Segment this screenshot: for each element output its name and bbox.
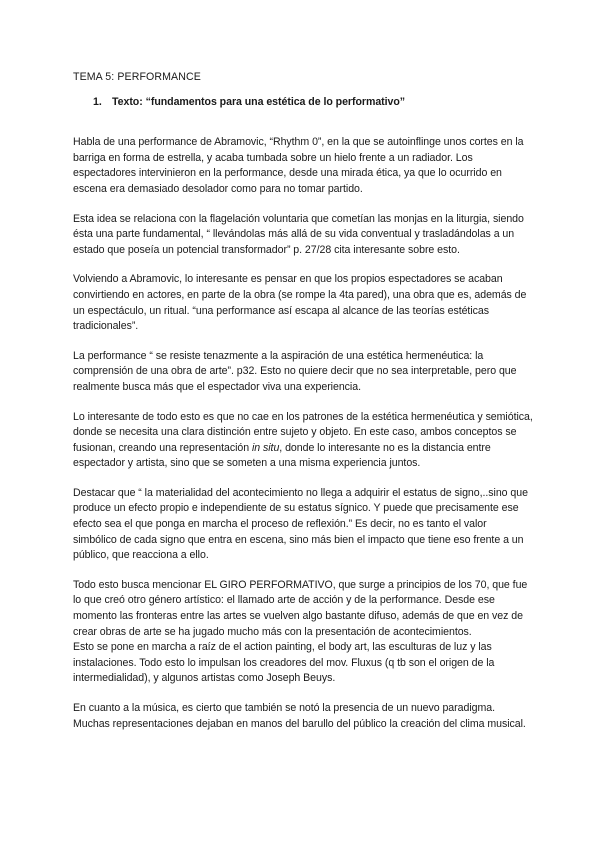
- paragraph-text: Habla de una performance de Abramovic, “Rhythm 0”, en la que se autoinflinge unos cortes en la barriga en forma de estrella, y acaba tumbada sobre un hielo frente a un radiador. Los espectadores intervinieron en la performance, desde una mirada ética, ya que lo ocurrido en escena era demasiado desolador como para no tomar partido.: [73, 136, 524, 195]
- document-title: TEMA 5: PERFORMANCE: [73, 71, 201, 83]
- paragraph-text: En cuanto a la música, es cierto que también se notó la presencia de un nuevo paradigma. Muchas representaciones dejaban en manos del barullo del público la creación del clima musical.: [73, 702, 526, 730]
- paragraph-text: Volviendo a Abramovic, lo interesante es pensar en que los propios espectadores se acaban convirtiendo en actores, en parte de la obra (se rompe la 4ta pared), una obra que es, además de un espectáculo, un ritual. “una performance así escapa al alcance de las teorías estéticas tradicionales”.: [73, 273, 527, 333]
- paragraph-list: [73, 135, 533, 732]
- paragraph-text: Lo interesante de todo esto es que no cae en los patrones de la estética hermenéutica y semiótica, donde se necesita una clara distinción entre sujeto y objeto. En este caso, ambos conceptos se fusionan, creando una representación: [73, 410, 533, 454]
- paragraph-text: Esta idea se relaciona con la flagelación voluntaria que cometían las monjas en la liturgia, siendo ésta una parte fundamental, “ llevándolas más allá de su vida conventual y trasladándolas a un estado que poseía un potencial transformador” p. 27/28 cita interesante sobre esto.: [73, 212, 524, 256]
- paragraph-text: Todo esto busca mencionar EL GIRO PERFORMATIVO, que surge a principios de los 70, que fue lo que creó otro género artístico: el llamado arte de acción y de la performance. Desde ese momento las fronteras entre las artes se vuelven algo bastante difuso, además de que en vez de crear obras de arte se ha jugado mucho más con la presentación de acontecimientos.: [73, 578, 528, 638]
- paragraph-text: , donde lo interesante no es la distancia entre espectador y artista, sino que se someten a una misma experiencia juntos.: [73, 441, 491, 470]
- section-heading-text: Texto: “fundamentos para una estética de lo performativo”: [112, 95, 406, 108]
- paragraph: [73, 410, 533, 472]
- section-heading: [93, 95, 533, 111]
- paragraph-italic-text: in situ: [251, 441, 280, 454]
- paragraph: [73, 701, 533, 732]
- paragraph: [73, 578, 533, 640]
- paragraph: [73, 486, 533, 564]
- document-body: [73, 70, 533, 746]
- paragraph: [73, 212, 533, 259]
- paragraph: [73, 349, 533, 396]
- section-number: 1.: [93, 95, 102, 108]
- paragraph: [73, 640, 533, 687]
- paragraph-text: La performance “ se resiste tenazmente a la aspiración de una estética hermenéutica: la comprensión de una obra de arte”. p32. Esto no quiere decir que no sea interpretable, pero que realmente busca más que el espectador viva una experiencia.: [73, 349, 517, 393]
- paragraph: [73, 272, 533, 334]
- paragraph: [73, 135, 533, 197]
- paragraph-text: Esto se pone en marcha a raíz de el action painting, el body art, las esculturas de luz y las instalaciones. Todo esto lo impulsan los creadores del mov. Fluxus (q tb son el origen de la intermedialidad), y algunos artistas como Joseph Beuys.: [73, 641, 495, 685]
- paragraph-text: Destacar que “ la materialidad del acontecimiento no llega a adquirir el estatus de signo,..sino que produce un efecto propio e independiente de su estatus sígnico. Y puede que precisamente ese efecto sea el que ponga en marcha el proceso de reflexión.” Es decir, no es tanto el valor simbólico de cada signo que entra en escena, sino más bien el impacto que tiene eso frente a un público, que reacciona a ello.: [73, 486, 528, 562]
